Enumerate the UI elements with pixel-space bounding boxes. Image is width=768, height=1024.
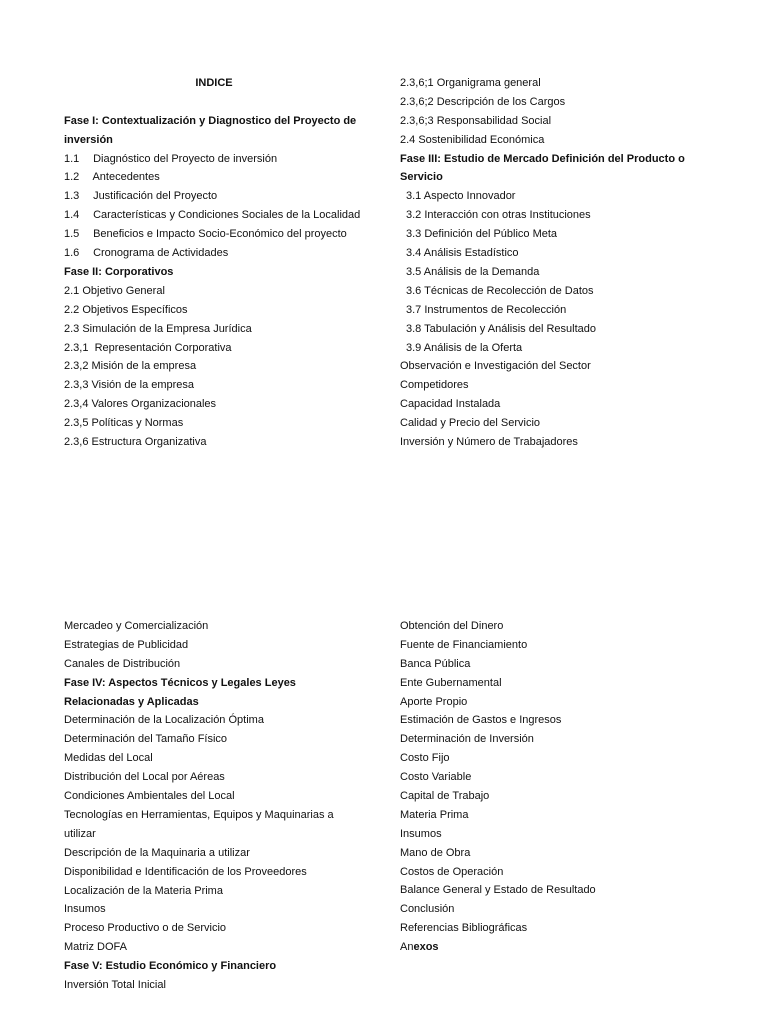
fase4-heading: Fase IV: Aspectos Técnicos y Legales Leyes Relacionadas y Aplicadas (64, 676, 296, 708)
index-entry: 3.3 Definición del Público Meta (406, 228, 558, 241)
index-entry: Mercadeo y Comercialización (64, 620, 209, 632)
index-entry: Inversión Total Inicial (64, 978, 166, 991)
index-entry: 2.3,5 Políticas y Normas (64, 417, 184, 430)
index-entry: Ente Gubernamental (400, 676, 502, 689)
index-entry-wrapped: Tecnologías en Herramientas, Equipos y Maquinarias a utilizar (64, 808, 334, 840)
entry-number: 1.6 (64, 247, 80, 260)
index-entry: Costo Variable (400, 771, 472, 784)
index-entry: Determinación del Tamaño Físico (64, 733, 228, 746)
index-entry (64, 150, 364, 169)
index-entry: 3.9 Análisis de la Oferta (406, 341, 523, 354)
index-entry: Competidores (400, 379, 469, 392)
entry-text: Cronograma de Actividades (93, 247, 229, 260)
index-entry: Balance General y Estado de Resultado (400, 884, 596, 897)
anexos-prefix: An (400, 941, 414, 954)
index-entry: 3.5 Análisis de la Demanda (406, 265, 540, 278)
index-entry: Capacidad Instalada (400, 398, 501, 411)
index-entry: Referencias Bibliográficas (400, 922, 528, 935)
index-entry: Localización de la Materia Prima (64, 884, 223, 897)
index-top-left-column (64, 74, 364, 452)
entry-text: Diagnóstico del Proyecto de inversión (93, 152, 278, 165)
entry-number: 1.3 (64, 190, 80, 203)
index-entry: 2.3,1 Representación Corporativa (64, 341, 232, 354)
index-entry: Conclusión (400, 903, 455, 916)
index-entry: 3.2 Interacción con otras Instituciones (406, 209, 591, 222)
anexos-suffix: exos (413, 941, 439, 954)
fase1-heading: Fase I: Contextualización y Diagnostico del Proyecto de inversión (64, 114, 357, 146)
entry-text: Características y Condiciones Sociales de la Localidad (93, 209, 361, 222)
index-entry: Canales de Distribución (64, 657, 181, 670)
entry-number: 1.2 (64, 171, 80, 184)
index-entry: Fuente de Financiamiento (400, 638, 528, 651)
index-entry: Proceso Productivo o de Servicio (64, 922, 227, 935)
index-title: INDICE (195, 77, 233, 89)
index-entry (64, 168, 364, 187)
index-entry: 2.3,6;2 Descripción de los Cargos (400, 95, 566, 108)
index-entry: Capital de Trabajo (400, 790, 490, 803)
index-entry: 3.6 Técnicas de Recolección de Datos (406, 284, 594, 297)
index-entry: Estimación de Gastos e Ingresos (400, 714, 562, 727)
index-entry: 3.8 Tabulación y Análisis del Resultado (406, 322, 596, 335)
index-entry: Materia Prima (400, 808, 469, 821)
index-entry: 2.3,6;1 Organigrama general (400, 77, 541, 89)
index-entry: Obtención del Dinero (400, 620, 504, 632)
index-entry (64, 206, 364, 225)
index-entry: 2.3,6 Estructura Organizativa (64, 435, 207, 448)
index-entry: 2.4 Sostenibilidad Económica (400, 133, 545, 146)
index-entry: 2.3,3 Visión de la empresa (64, 379, 195, 392)
entry-text: Beneficios e Impacto Socio-Económico del proyecto (93, 228, 347, 241)
index-entry: Descripción de la Maquinaria a utilizar (64, 846, 250, 859)
fase2-heading: Fase II: Corporativos (64, 265, 174, 278)
entry-text: Antecedentes (92, 171, 160, 184)
index-entry: Mano de Obra (400, 846, 471, 859)
index-entry: 2.3,4 Valores Organizacionales (64, 398, 217, 411)
index-entry: Insumos (400, 827, 442, 840)
index-entry: 2.3,2 Misión de la empresa (64, 360, 197, 373)
index-entry: Matriz DOFA (64, 941, 127, 954)
index-entry: Disponibilidad e Identificación de los Proveedores (64, 865, 307, 878)
index-entry: Calidad y Precio del Servicio (400, 417, 541, 430)
index-top-right-column (400, 74, 720, 452)
entry-text: Justificación del Proyecto (93, 190, 218, 203)
index-entry: 2.3 Simulación de la Empresa Jurídica (64, 322, 252, 335)
index-entry: 3.4 Análisis Estadístico (406, 247, 519, 260)
index-entry: Banca Pública (400, 657, 471, 670)
index-entry: 3.7 Instrumentos de Recolección (406, 303, 567, 316)
index-entry (64, 225, 364, 244)
index-entry: Insumos (64, 903, 106, 916)
index-entry: 2.3,6;3 Responsabilidad Social (400, 114, 552, 127)
index-entry: 3.1 Aspecto Innovador (406, 190, 516, 203)
entry-number: 1.5 (64, 228, 80, 241)
index-entry: Medidas del Local (64, 752, 153, 765)
index-entry: Estrategias de Publicidad (64, 638, 189, 651)
index-bottom-left-column (64, 617, 364, 995)
index-entry: Condiciones Ambientales del Local (64, 790, 235, 803)
entry-number: 1.1 (64, 152, 80, 165)
entry-number: 1.4 (64, 209, 80, 222)
index-entry: Distribución del Local por Aéreas (64, 771, 225, 784)
index-entry: Observación e Investigación del Sector (400, 360, 591, 373)
index-entry (64, 244, 364, 263)
index-entry: Inversión y Número de Trabajadores (400, 435, 578, 448)
index-bottom-right-column (400, 617, 720, 957)
anexos-entry (400, 938, 720, 957)
index-entry: Costos de Operación (400, 865, 504, 878)
index-entry: Determinación de Inversión (400, 733, 534, 746)
fase5-heading: Fase V: Estudio Económico y Financiero (64, 960, 277, 973)
index-entry: 2.2 Objetivos Específicos (64, 303, 188, 316)
index-entry: Determinación de la Localización Óptima (64, 714, 264, 727)
index-entry: 2.1 Objetivo General (64, 284, 165, 297)
index-entry: Aporte Propio (400, 695, 468, 708)
index-entry: Costo Fijo (400, 752, 450, 765)
index-entry (64, 187, 364, 206)
fase3-heading: Fase III: Estudio de Mercado Definición del Producto o Servicio (400, 152, 685, 184)
